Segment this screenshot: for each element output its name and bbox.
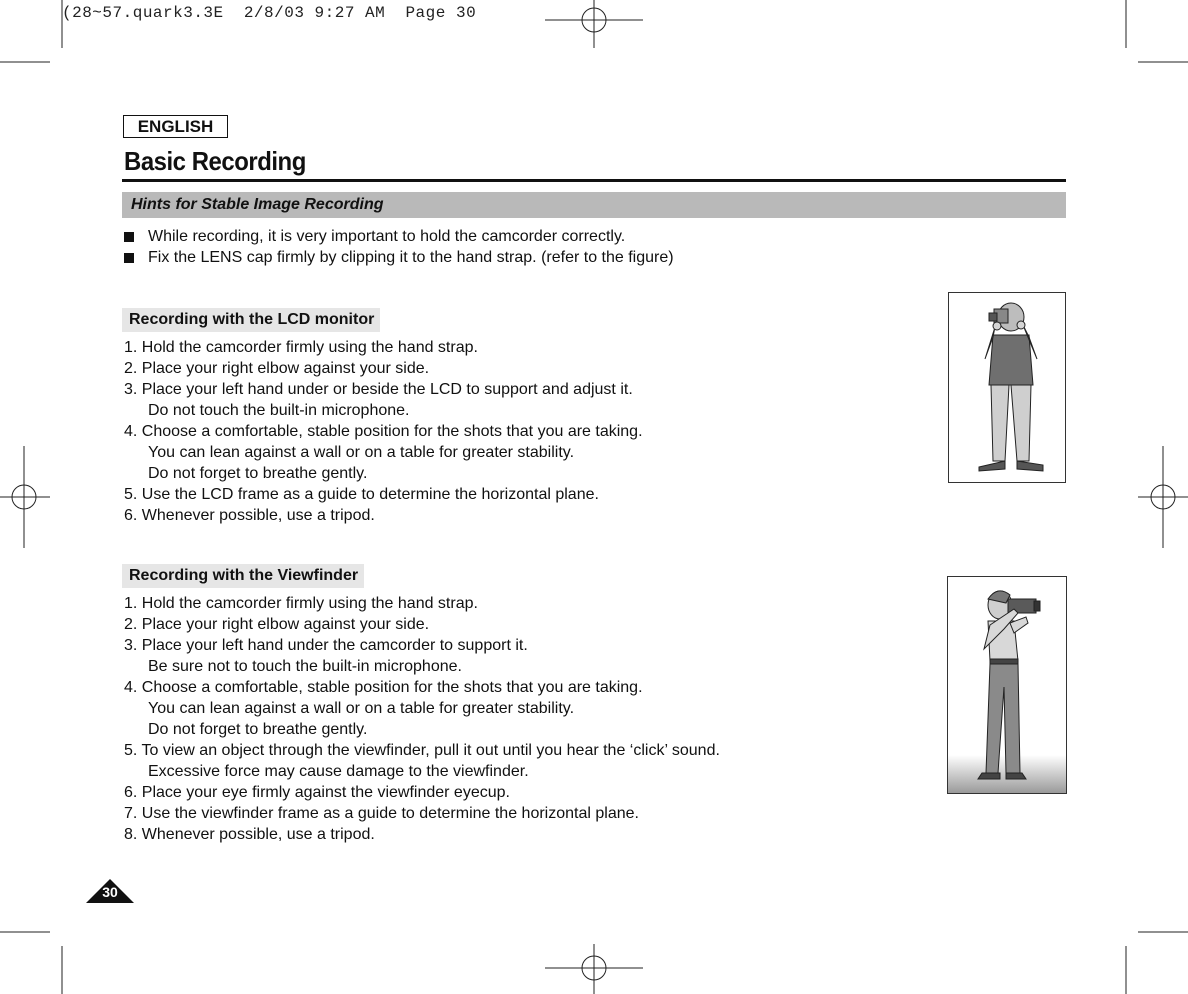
step-line: You can lean against a wall or on a table for greater stability. (148, 700, 575, 717)
step-line: Be sure not to touch the built-in microphone. (148, 658, 462, 675)
person-holding-camcorder-lcd-illustration (949, 293, 1065, 482)
step-line: 4. Choose a comfortable, stable position for the shots that you are taking. (124, 679, 643, 696)
square-bullet-icon (124, 253, 134, 263)
step-line: Excessive force may cause damage to the viewfinder. (148, 763, 529, 780)
step-line: 7. Use the viewfinder frame as a guide to determine the horizontal plane. (124, 805, 639, 822)
page-number: 30 (102, 884, 118, 900)
step-line: 5. To view an object through the viewfinder, pull it out until you hear the ‘click’ sound. (124, 742, 720, 759)
language-tag: ENGLISH (123, 115, 228, 138)
lcd-posture-figure (948, 292, 1066, 483)
bullet-item (124, 247, 674, 268)
page-title: Basic Recording (124, 146, 306, 176)
viewfinder-section-heading: Recording with the Viewfinder (122, 564, 364, 588)
lcd-section-heading: Recording with the LCD monitor (122, 308, 380, 332)
hint-bullets (124, 226, 674, 268)
bullet-text: Fix the LENS cap firmly by clipping it to the hand strap. (refer to the figure) (148, 249, 674, 266)
title-rule (122, 179, 1066, 182)
step-line: 3. Place your left hand under or beside the LCD to support and adjust it. (124, 381, 633, 398)
step-line: 6. Place your eye firmly against the viewfinder eyecup. (124, 784, 510, 801)
section-bar (122, 192, 1066, 218)
step-line: Do not forget to breathe gently. (148, 721, 368, 738)
page-number-badge (86, 879, 134, 903)
step-line: 2. Place your right elbow against your side. (124, 616, 430, 633)
person-using-viewfinder-illustration (948, 577, 1066, 793)
step-line: Do not forget to breathe gently. (148, 465, 368, 482)
viewfinder-posture-figure (947, 576, 1067, 794)
bullet-text: While recording, it is very important to hold the camcorder correctly. (148, 228, 626, 245)
step-line: You can lean against a wall or on a table for greater stability. (148, 444, 575, 461)
step-line: 5. Use the LCD frame as a guide to determine the horizontal plane. (124, 486, 599, 503)
step-line: 3. Place your left hand under the camcorder to support it. (124, 637, 528, 654)
print-slug: (28~57.quark3.3E 2/8/03 9:27 AM Page 30 (62, 4, 477, 22)
step-line: 1. Hold the camcorder firmly using the hand strap. (124, 339, 478, 356)
step-line: 4. Choose a comfortable, stable position for the shots that you are taking. (124, 423, 643, 440)
square-bullet-icon (124, 232, 134, 242)
step-line: 8. Whenever possible, use a tripod. (124, 826, 375, 843)
step-line: 2. Place your right elbow against your side. (124, 360, 430, 377)
lcd-steps (124, 337, 643, 526)
bullet-item (124, 226, 674, 247)
viewfinder-steps (124, 593, 720, 845)
step-line: 1. Hold the camcorder firmly using the hand strap. (124, 595, 478, 612)
step-line: 6. Whenever possible, use a tripod. (124, 507, 375, 524)
section-bar-title: Hints for Stable Image Recording (131, 196, 384, 213)
step-line: Do not touch the built-in microphone. (148, 402, 410, 419)
